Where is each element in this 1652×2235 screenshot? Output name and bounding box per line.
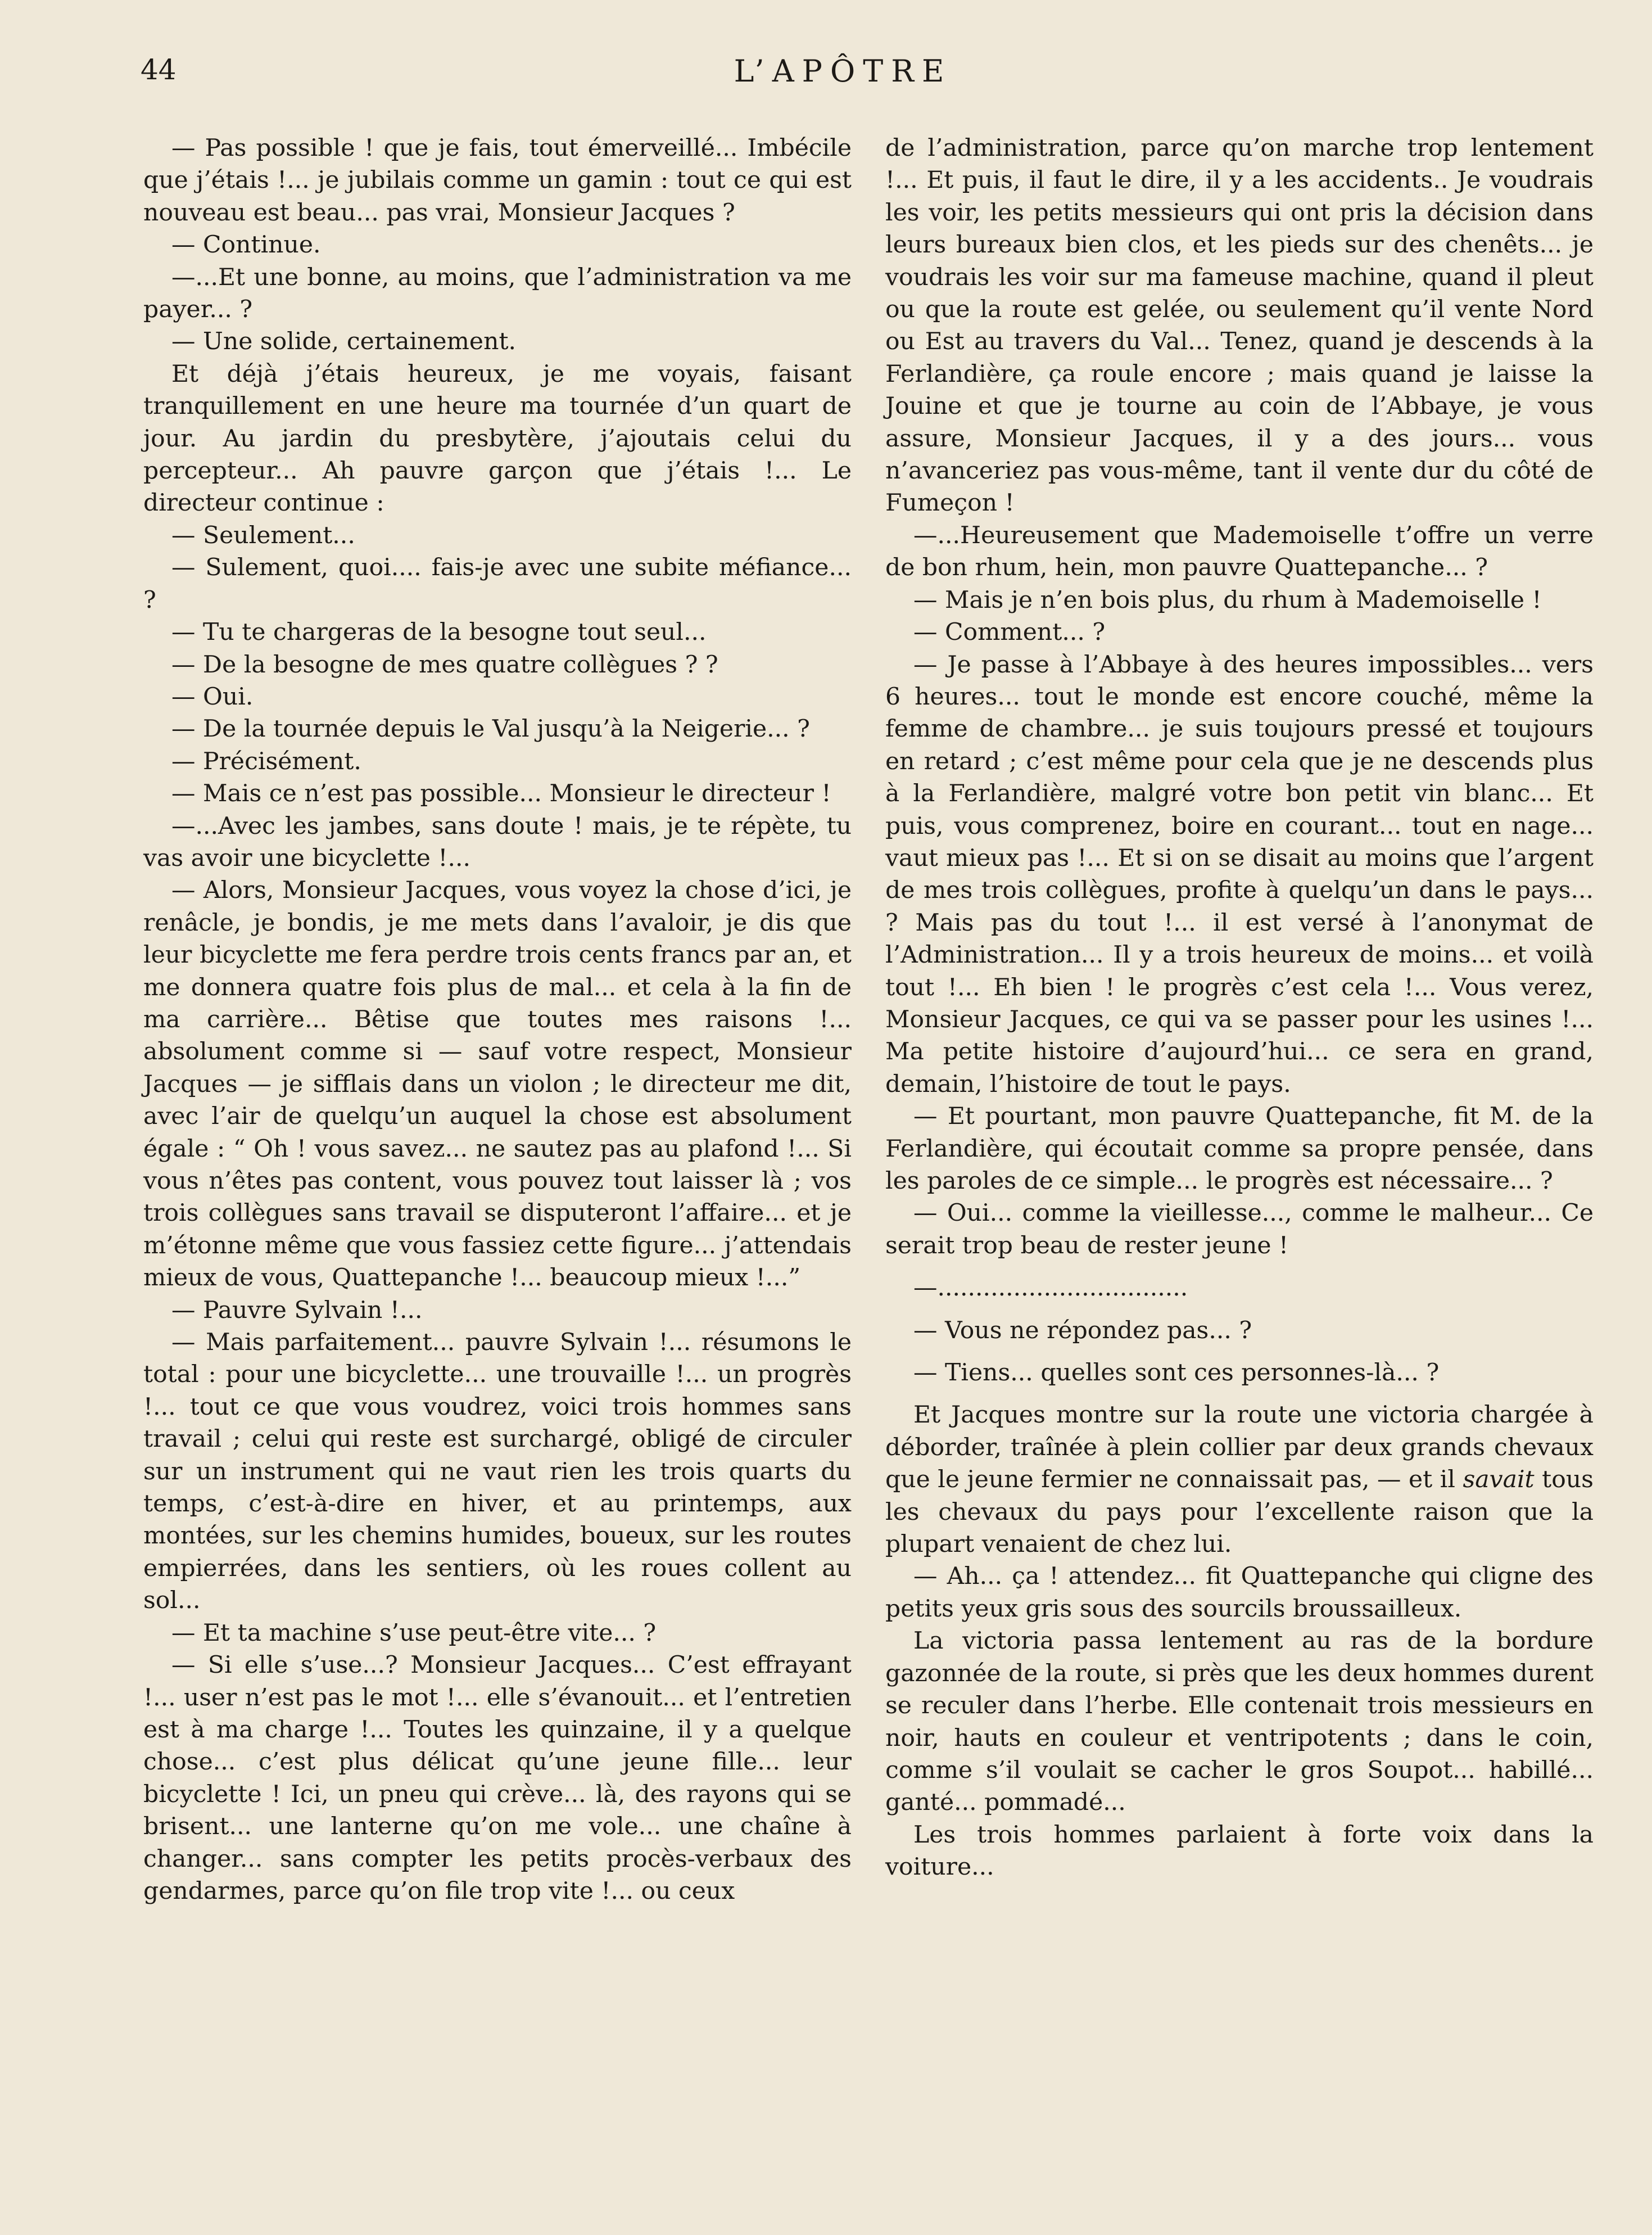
paragraph: — Vous ne répondez pas... ? <box>913 1316 1252 1344</box>
left-column <box>143 132 852 1907</box>
paragraph: — Alors, Monsieur Jacques, vous voyez la chose d’ici, je renâcle, je bondis, je me mets dans l’avaloir, je dis que leur bicyclette me fera perdre trois cents francs par an, et me donnera quatre fois plus de mal... et cela à la fin de ma carrière... Bêtise que toutes mes raisons !... absolument comme si — sauf votre respect, Monsieur Jacques — je sifflais dans un violon ; le directeur me dit, avec l’air de quelqu’un auquel la chose est absolument égale : “ Oh ! vous savez... ne sautez pas au plafond !... Si vous n’êtes pas content, vous pouvez tout laisser là ; vos trois collègues sans travail se disputeront l’affaire... et je m’étonne même que vous fassiez cette figure... j’attendais mieux de vous, Quattepanche !... beaucoup mieux !...” <box>143 877 852 1292</box>
paragraph: — Et ta machine s’use peut-être vite... ? <box>171 1619 657 1647</box>
paragraph: —...Avec les jambes, sans doute ! mais, je te répète, tu vas avoir une bicyclette !... <box>143 812 852 872</box>
paragraph: Les trois hommes parlaient à forte voix dans la voiture... <box>885 1821 1594 1881</box>
paragraph: — Oui. <box>171 683 254 711</box>
paragraph: Et Jacques montre sur la route une victoria chargée à déborder, traînée à plein collier par deux grands chevaux que le jeune fermier ne connaissait pas, — et il savait tous les chevaux du pays pour l’excellente raison que la plupart venaient de chez lui. <box>885 1401 1594 1559</box>
paragraph: La victoria passa lentement au ras de la bordure gazonnée de la route, si près que les deux hommes durent se reculer dans l’herbe. Elle contenait trois messieurs en noir, hauts en couleur et ventripotents ; dans le coin, comme s’il voulait se cacher le gros Soupot... habillé... ganté... pommadé... <box>885 1627 1594 1817</box>
paragraph: —...Heureusement que Mademoiselle t’offre un verre de bon rhum, hein, mon pauvre Quattepanche... ? <box>885 521 1594 582</box>
paragraph: — Ah... ça ! attendez... fit Quattepanche qui cligne des petits yeux gris sous des sourcils broussailleux. <box>885 1563 1594 1623</box>
emphasis: savait <box>1463 1466 1535 1494</box>
paragraph: — De la besogne de mes quatre collègues ? ? <box>171 651 718 679</box>
paragraph: — Comment... ? <box>913 618 1106 647</box>
paragraph: Et déjà j’étais heureux, je me voyais, faisant tranquillement en une heure ma tournée d’un quart de jour. Au jardin du presbytère, j’ajoutais celui du percepteur... Ah pauvre garçon que j’étais !... Le directeur continue : <box>143 360 852 517</box>
paragraph: — Continue. <box>171 231 321 259</box>
paragraph: — Mais je n’en bois plus, du rhum à Mademoiselle ! <box>913 586 1542 614</box>
paragraph: — Mais parfaitement... pauvre Sylvain !... résumons le total : pour une bicyclette... une trouvaille !... un progrès !... tout ce que vous voudrez, voici trois hommes sans travail ; celui qui reste est surchargé, obligé de circuler sur un instrument qui ne vaut rien les trois quarts du temps, c’est-à-dire en hiver, et au printemps, aux montées, sur les chemins humides, boueux, sur les routes empierrées, dans les sentiers, où les roues collent au sol... <box>143 1329 852 1615</box>
paragraph: — Sulement, quoi.... fais-je avec une subite méfiance... ? <box>143 554 852 614</box>
running-title: L’APÔTRE <box>734 53 952 89</box>
paragraph: — Tiens... quelles sont ces personnes-là... ? <box>913 1359 1440 1387</box>
paragraph: — De la tournée depuis le Val jusqu’à la Neigerie... ? <box>171 715 810 743</box>
paragraph: de l’administration, parce qu’on marche trop lentement !... Et puis, il faut le dire, il y a les accidents.. Je voudrais les voir, les petits messieurs qui ont pris la décision dans leurs bureaux bien clos, et les pieds sur des chenêts... je voudrais les voir sur ma fameuse machine, quand il pleut ou que la route est gelée, ou seulement qu’il vente Nord ou Est au travers du Val... Tenez, quand je descends à la Ferlandière, ça roule encore ; mais quand je laisse la Jouine et que je tourne au coin de l’Abbaye, je vous assure, Monsieur Jacques, il y a des jours... vous n’avanceriez pas vous-même, tant il vente dur du côté de Fumeçon ! <box>885 134 1594 517</box>
paragraph: — Je passe à l’Abbaye à des heures impossibles... vers 6 heures... tout le monde est encore couché, même la femme de chambre... je suis toujours pressé et toujours en retard ; c’est même pour cela que je ne descends plus à la Ferlandière, malgré votre bon petit vin blanc... Et puis, vous comprenez, boire en courant... tout en nage... vaut mieux pas !... Et si on se disait au moins que l’argent de mes trois collègues, profite à quelqu’un dans le pays... ? Mais pas du tout !... il est versé à l’anonymat de l’Administration... Il y a trois heureux de moins... et voilà tout !... Eh bien ! le progrès c’est cela !... Vous verez, Monsieur Jacques, ce qui va se passer pour les usines !... Ma petite histoire d’aujourd’hui... ce sera en grand, demain, l’histoire de tout le pays. <box>885 651 1594 1098</box>
paragraph: —...Et une bonne, au moins, que l’administration va me payer... ? <box>143 263 852 324</box>
paragraph: — Une solide, certainement. <box>171 328 517 356</box>
paragraph: — Mais ce n’est pas possible... Monsieur le directeur ! <box>171 780 831 808</box>
paragraph: — Oui... comme la vieillesse..., comme le malheur... Ce serait trop beau de rester jeune ! <box>885 1199 1594 1259</box>
right-column <box>885 132 1594 1884</box>
paragraph: — Si elle s’use...? Monsieur Jacques... C’est effrayant !... user n’est pas le mot !... elle s’évanouit... et l’entretien est à ma charge !... Toutes les quinzaine, il y a quelque chose... c’est plus délicat qu’une jeune fille... leur bicyclette ! Ici, un pneu qui crève... là, des rayons qui se brisent... une lanterne qu’on me vole... une chaîne à changer... sans compter les petits procès-verbaux des gendarmes, parce qu’on file trop vite !... ou ceux <box>143 1651 852 1905</box>
paragraph: — Seulement... <box>171 521 355 549</box>
paragraph: — Et pourtant, mon pauvre Quattepanche, fit M. de la Ferlandière, qui écoutait comme sa propre pensée, dans les paroles de ce simple... le progrès est nécessaire... ? <box>885 1103 1594 1195</box>
page-header <box>141 53 1545 104</box>
page-number: 44 <box>141 53 176 86</box>
paragraph: — Tu te chargeras de la besogne tout seul... <box>171 618 707 647</box>
ellipsis-line: —................................. <box>913 1274 1188 1302</box>
paragraph: — Pas possible ! que je fais, tout émerveillé... Imbécile que j’étais !... je jubilais comme un gamin : tout ce qui est nouveau est beau... pas vrai, Monsieur Jacques ? <box>143 134 852 227</box>
paragraph: — Précisément. <box>171 747 361 775</box>
paragraph: — Pauvre Sylvain !... <box>171 1296 423 1324</box>
